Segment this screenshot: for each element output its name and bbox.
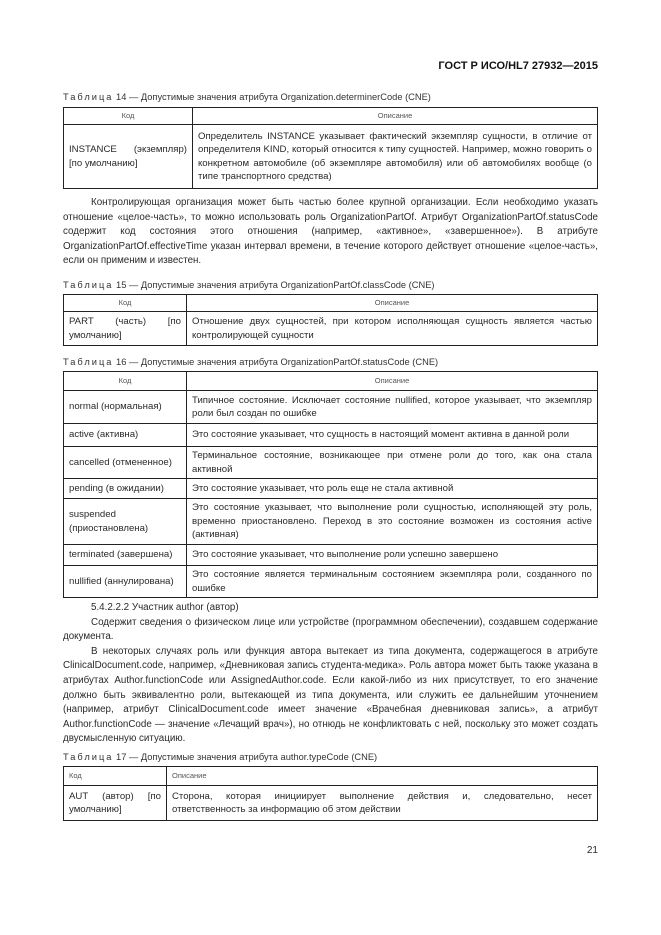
page-number: 21 — [586, 845, 598, 856]
table-title: — Допустимые значения атрибута OrganizationPartOf.statusCode (CNE) — [128, 357, 439, 367]
table-15 — [63, 294, 598, 346]
table-word: Таблица — [63, 92, 114, 102]
table-number: 17 — [116, 752, 127, 762]
cell-description: Сторона, которая инициирует выполнение действия и, следовательно, несет ответственность за информацию об этом действии — [167, 786, 598, 821]
document-header: ГОСТ Р ИСО/HL7 27932—2015 — [438, 60, 598, 72]
table-row — [64, 447, 598, 479]
table-title: — Допустимые значения атрибута OrganizationPartOf.classCode (CNE) — [128, 280, 435, 290]
table-row — [64, 391, 598, 424]
table-word: Таблица — [63, 280, 114, 290]
table-row — [64, 125, 598, 189]
column-header-description: Описание — [187, 295, 598, 312]
cell-code: nullified (аннулирована) — [64, 566, 187, 598]
paragraph-text: Контролирующая организация может быть частью более крупной организации. Если необходимо указать отношение «целое-часть», то можно использовать роль OrganizationPartOf. Атрибут OrganizationPartOf.statusCode содержит код состояния этого отношения (например, «активное», «завершенное»). В атрибуте OrganizationPartOf.effectiveTime указан интервал времени, в течение которого действует отношение «целое-часть», если он применим и известен. — [63, 197, 598, 267]
author-section — [63, 601, 598, 747]
cell-code: cancelled (отмененное) — [64, 447, 187, 479]
column-header-code: Код — [64, 108, 193, 125]
table-number: 14 — [116, 92, 127, 102]
section-heading: 5.4.2.2.2 Участник author (автор) — [91, 602, 239, 613]
table-row — [64, 479, 598, 499]
table-row — [64, 424, 598, 447]
table-row — [64, 312, 598, 346]
table-row — [64, 499, 598, 545]
cell-description: Это состояние указывает, что выполнение роли успешно завершено — [187, 545, 598, 566]
cell-description: Это состояние указывает, что роль еще не стала активной — [187, 479, 598, 499]
table-caption — [63, 92, 431, 102]
column-header-code: Код — [64, 295, 187, 312]
table-title: — Допустимые значения атрибута Organization.determinerCode (CNE) — [128, 92, 431, 102]
table-title: — Допустимые значения атрибута author.typeCode (CNE) — [128, 752, 378, 762]
paragraph-text: Содержит сведения о физическом лице или устройстве (программном обеспечении), создавшем содержание документа. — [63, 616, 598, 643]
table-word: Таблица — [63, 357, 114, 367]
cell-code: active (активна) — [64, 424, 187, 447]
cell-description: Это состояние является терминальным состоянием экземпляра роли, созданного по ошибке — [187, 566, 598, 598]
table-number: 16 — [116, 357, 127, 367]
cell-description: Отношение двух сущностей, при котором исполняющая сущность является частью контролирующей сущности — [187, 312, 598, 346]
column-header-code: Код — [64, 767, 167, 786]
table-caption — [63, 752, 377, 762]
table-row — [64, 545, 598, 566]
cell-code: pending (в ожидании) — [64, 479, 187, 499]
table-caption — [63, 357, 438, 367]
cell-code: suspended (приостановлена) — [64, 499, 187, 545]
cell-description: Терминальное состояние, возникающее при отмене роли до того, как она стала активной — [187, 447, 598, 479]
column-header-description: Описание — [167, 767, 598, 786]
cell-code: INSTANCE (экземпляр) [по умолчанию] — [64, 125, 193, 189]
table-14 — [63, 107, 598, 189]
column-header-description: Описание — [187, 372, 598, 391]
paragraph-text: В некоторых случаях роль или функция автора вытекает из типа документа, содержащегося в атрибуте ClinicalDocument.code, например, «Дневниковая запись студента-медика». Роль автора может быть также указана в атрибутах Author.functionCode или AssignedAuthor.code. Если какой-либо из них присутствует, то его значение должно быть эквивалентно роли, вытекающей из типа документа, или служить ее дальнейшим уточнением (например, атрибут ClinicalDocument.code имеет значение «Врачебная дневниковая запись», а атрибут Author.functionCode — значение «Лечащий врач»), но отнюдь не конфликтовать с ней, поскольку это может создать двусмысленную ситуацию. — [63, 645, 598, 745]
cell-code: normal (нормальная) — [64, 391, 187, 424]
cell-description: Это состояние указывает, что сущность в настоящий момент активна в данной роли — [187, 424, 598, 447]
cell-code: terminated (завершена) — [64, 545, 187, 566]
table-17 — [63, 766, 598, 821]
cell-description: Типичное состояние. Исключает состояние nullified, которое указывает, что экземпляр роли был создан по ошибке — [187, 391, 598, 424]
cell-code: AUT (автор) [по умолчанию] — [64, 786, 167, 821]
cell-code: PART (часть) [по умолчанию] — [64, 312, 187, 346]
cell-description: Это состояние указывает, что выполнение роли сущностью, исполняющей эту роль, временно приостановлено. Переход в это состояние возможен из состояния active (активная) — [187, 499, 598, 545]
column-header-description: Описание — [193, 108, 598, 125]
table-row — [64, 786, 598, 821]
table-word: Таблица — [63, 752, 114, 762]
table-16 — [63, 371, 598, 598]
table-number: 15 — [116, 280, 127, 290]
table-row — [64, 566, 598, 598]
paragraph — [63, 196, 598, 269]
column-header-code: Код — [64, 372, 187, 391]
table-caption — [63, 280, 435, 290]
cell-description: Определитель INSTANCE указывает фактический экземпляр сущности, в отличие от определителя KIND, который относится к типу сущностей. Например, можно говорить о конкретном автомобиле (об экземпляре автомобиля) или об автомобилях вообще (о типе транспортного средства) — [193, 125, 598, 189]
